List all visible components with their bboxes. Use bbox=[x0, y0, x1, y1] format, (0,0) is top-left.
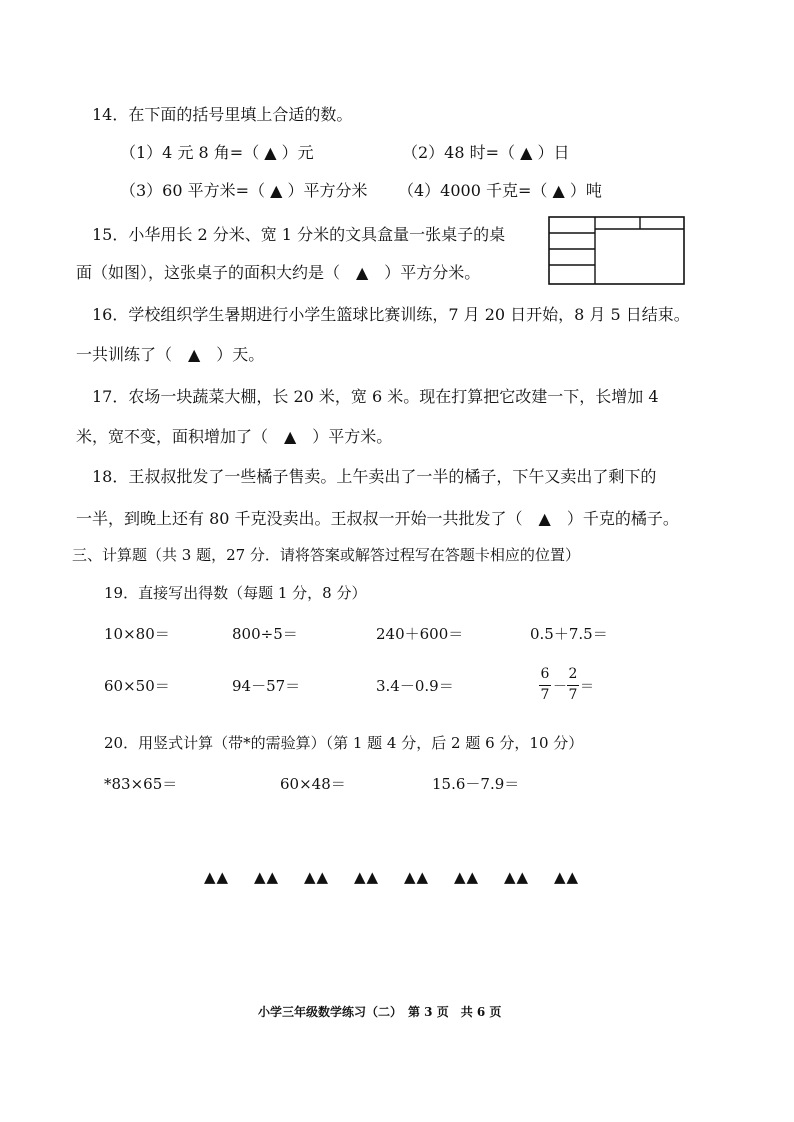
q19-item-7: 3.4－0.9＝ bbox=[376, 677, 454, 695]
q14-part4: （4）4000 千克=（ ▲ ）吨 bbox=[398, 181, 602, 200]
q20-item-3: 15.6－7.9＝ bbox=[432, 775, 520, 793]
q19-item-1: 10×80＝ bbox=[104, 625, 170, 643]
desk-measurement-figure bbox=[548, 216, 686, 286]
fraction-equals-sign: ＝ bbox=[580, 679, 594, 695]
q19-item-2: 800÷5＝ bbox=[232, 625, 298, 643]
q20-item-1: *83×65＝ bbox=[104, 775, 178, 793]
fraction-1-bar bbox=[539, 685, 551, 686]
triangle-pair: ▲▲ bbox=[454, 868, 480, 886]
q15-line1: 15．小华用长 2 分米、宽 1 分米的文具盒量一张桌子的桌 bbox=[92, 225, 506, 244]
q17-line2: 米，宽不变，面积增加了（ ▲ ）平方米。 bbox=[76, 427, 393, 446]
page-footer: 小学三年级数学练习（二） 第 3 页 共 6 页 bbox=[258, 1005, 502, 1019]
triangle-pair: ▲▲ bbox=[204, 868, 230, 886]
q15-line2: 面（如图），这张桌子的面积大约是（ ▲ ）平方分米。 bbox=[76, 263, 481, 282]
triangle-pair: ▲▲ bbox=[554, 868, 580, 886]
q19-item-8-fraction-expression bbox=[538, 666, 628, 710]
q14-stem: 14．在下面的括号里填上合适的数。 bbox=[92, 105, 353, 124]
section3-heading: 三、计算题（共 3 题，27 分．请将答案或解答过程写在答题卡相应的位置） bbox=[72, 546, 580, 564]
q19-item-4: 0.5＋7.5＝ bbox=[530, 625, 608, 643]
q20-item-2: 60×48＝ bbox=[280, 775, 346, 793]
triangle-separator bbox=[204, 868, 588, 890]
q20-stem: 20．用竖式计算（带*的需验算）（第 1 题 4 分，后 2 题 6 分，10 分） bbox=[104, 734, 584, 752]
q18-line1: 18．王叔叔批发了一些橘子售卖。上午卖出了一半的橘子，下午又卖出了剩下的 bbox=[92, 467, 657, 486]
fraction-2-bar bbox=[567, 685, 579, 686]
q14-part2: （2）48 时=（ ▲ ）日 bbox=[402, 143, 570, 162]
q16-line2: 一共训练了（ ▲ ）天。 bbox=[76, 345, 265, 364]
q19-item-6: 94－57＝ bbox=[232, 677, 301, 695]
q19-item-3: 240＋600＝ bbox=[376, 625, 464, 643]
fraction-1-denominator: 7 bbox=[540, 687, 550, 703]
fraction-2-numerator: 2 bbox=[568, 666, 578, 682]
triangle-pair: ▲▲ bbox=[254, 868, 280, 886]
triangle-pair: ▲▲ bbox=[504, 868, 530, 886]
triangle-pair: ▲▲ bbox=[404, 868, 430, 886]
q18-line2: 一半，到晚上还有 80 千克没卖出。王叔叔一开始一共批发了（ ▲ ）千克的橘子。 bbox=[76, 509, 679, 528]
q14-part3: （3）60 平方米=（ ▲ ）平方分米 bbox=[120, 181, 368, 200]
triangle-pair: ▲▲ bbox=[354, 868, 380, 886]
fraction-minus-sign: － bbox=[553, 679, 567, 695]
triangle-pair: ▲▲ bbox=[304, 868, 330, 886]
q19-item-5: 60×50＝ bbox=[104, 677, 170, 695]
q14-part1: （1）4 元 8 角=（ ▲ ）元 bbox=[120, 143, 314, 162]
q19-stem: 19．直接写出得数（每题 1 分，8 分） bbox=[104, 584, 367, 602]
fraction-1-numerator: 6 bbox=[540, 666, 550, 682]
q16-line1: 16．学校组织学生暑期进行小学生篮球比赛训练，7 月 20 日开始，8 月 5 日结束。 bbox=[92, 305, 690, 324]
q17-line1: 17．农场一块蔬菜大棚，长 20 米，宽 6 米。现在打算把它改建一下，长增加 4 bbox=[92, 387, 659, 406]
fraction-2-denominator: 7 bbox=[568, 687, 578, 703]
